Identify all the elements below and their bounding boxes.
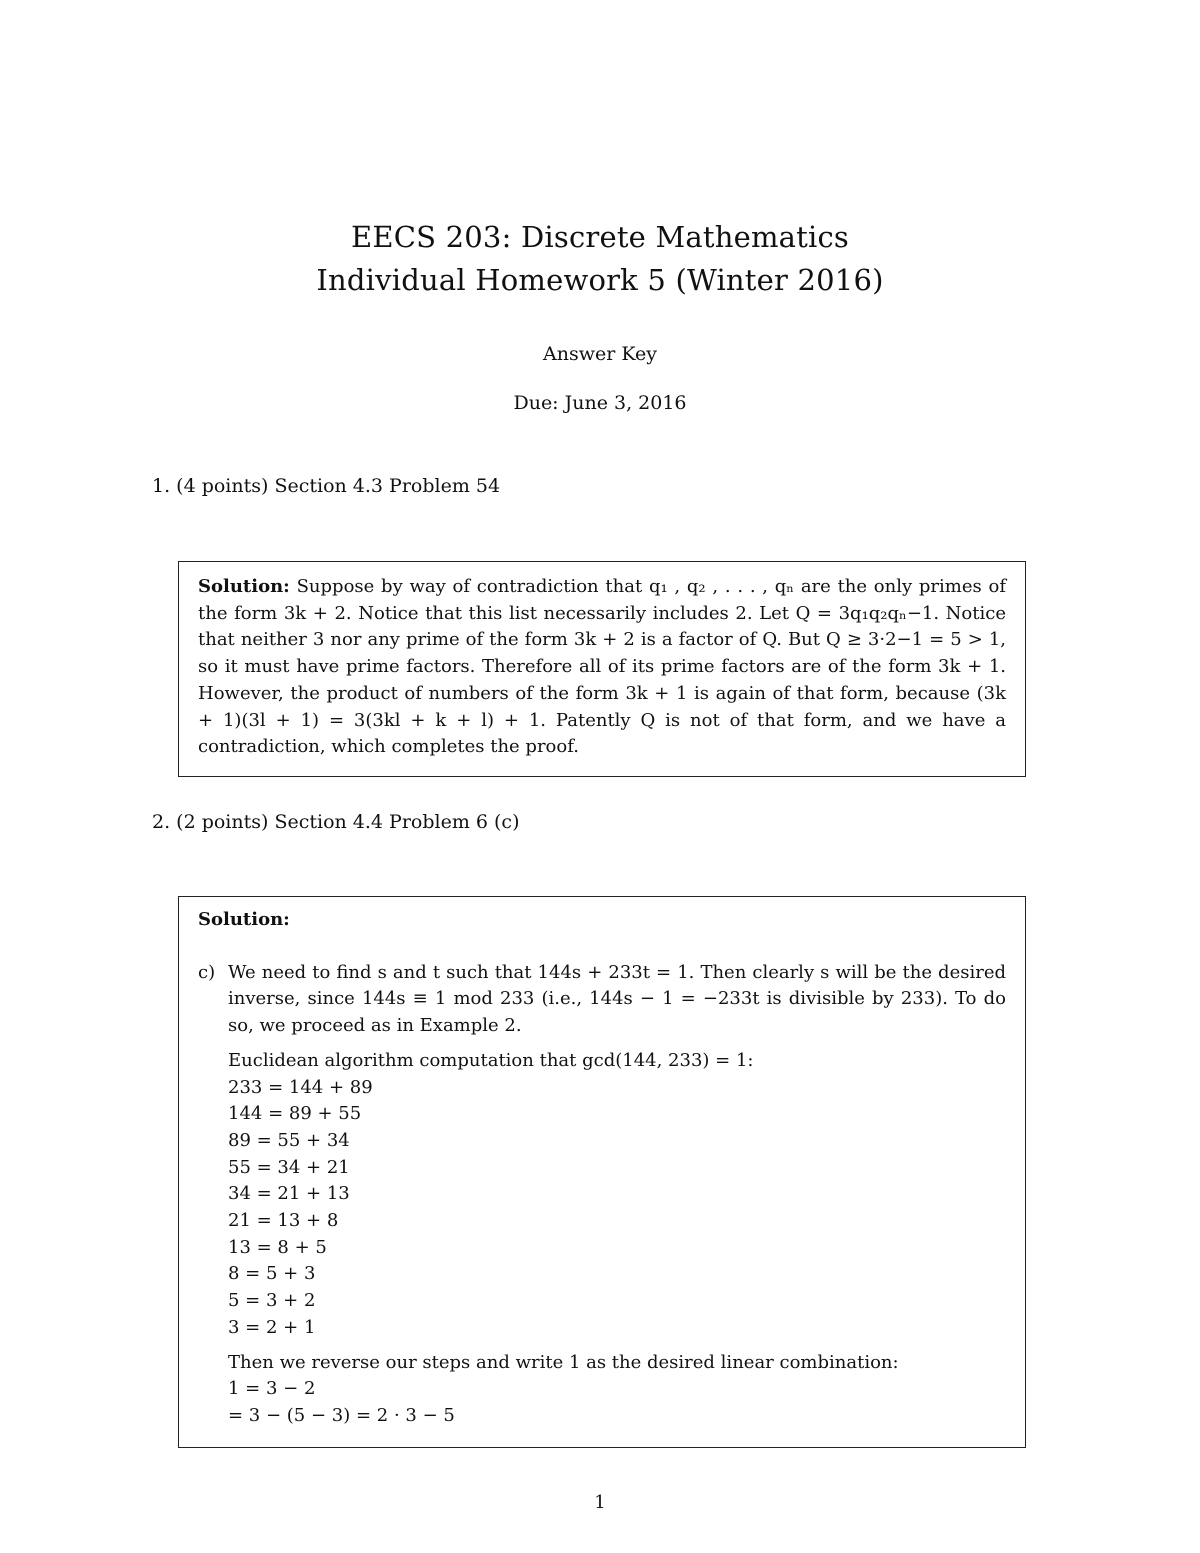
euclid-intro: Euclidean algorithm computation that gcd(144, 233) = 1: (228, 1049, 754, 1071)
part-c-body (228, 960, 1006, 1430)
euclid-step: 144 = 89 + 55 (228, 1103, 362, 1125)
euclid-step: 5 = 3 + 2 (228, 1290, 316, 1312)
solution-1-text: Suppose by way of contradiction that q₁ , q₂ , . . . , qₙ are the only primes of the form 3k + 2. Notice that this list necessarily includes 2. Let Q = 3q₁q₂qₙ−1. Notice that neither 3 nor any prime of the form 3k + 2 is a factor of Q. But Q ≥ 3·2−1 = 5 > 1, so it must have prime factors. Therefore all of its prime factors are of the form 3k + 1. However, the product of numbers of the form 3k + 1 is again of that form, because (3k + 1)(3l + 1) = 3(3kl + k + l) + 1. Patently Q is not of that form, and we have a contradiction, which completes the proof. (198, 576, 1006, 758)
reverse-step: = 3 − (5 − 3) = 2 · 3 − 5 (228, 1404, 455, 1426)
solution-box-2 (178, 896, 1026, 1448)
solution-2-part-c (198, 960, 1006, 1430)
euclid-step: 8 = 5 + 3 (228, 1263, 316, 1285)
solution-box-1 (178, 561, 1026, 777)
reverse-steps (228, 1376, 1006, 1429)
euclid-steps (228, 1075, 1006, 1342)
solution-2-label: Solution: (198, 909, 290, 930)
euclid-step: 21 = 13 + 8 (228, 1210, 339, 1232)
euclid-step: 3 = 2 + 1 (228, 1316, 316, 1338)
euclid-step: 13 = 8 + 5 (228, 1236, 327, 1258)
part-c-label: c) (198, 961, 216, 983)
solution-1-label: Solution: (198, 576, 290, 597)
reverse-intro: Then we reverse our steps and write 1 as the desired linear combination: (228, 1351, 899, 1373)
part-c-intro: We need to find s and t such that 144s + 233t = 1. Then clearly s will be the desired inverse, since 144s ≡ 1 mod 233 (i.e., 144s − 1 = −233t is divisible by 233). To do so, we proceed as in Example 2. (228, 961, 1006, 1037)
euclid-step: 89 = 55 + 34 (228, 1129, 350, 1151)
document-title: EECS 203: Discrete Mathematics (351, 220, 849, 254)
page-number: 1 (594, 1492, 606, 1513)
solution-1-paragraph (198, 574, 1006, 761)
answer-key-label: Answer Key (543, 343, 657, 365)
due-date: Due: June 3, 2016 (513, 392, 687, 414)
reverse-step: 1 = 3 − 2 (228, 1378, 316, 1400)
document-subtitle: Individual Homework 5 (Winter 2016) (316, 263, 884, 297)
euclid-step: 233 = 144 + 89 (228, 1076, 373, 1098)
problem-2-heading: 2. (2 points) Section 4.4 Problem 6 (c) (152, 811, 520, 833)
euclid-step: 55 = 34 + 21 (228, 1156, 350, 1178)
euclid-step: 34 = 21 + 13 (228, 1183, 350, 1205)
problem-1-heading: 1. (4 points) Section 4.3 Problem 54 (152, 475, 501, 497)
